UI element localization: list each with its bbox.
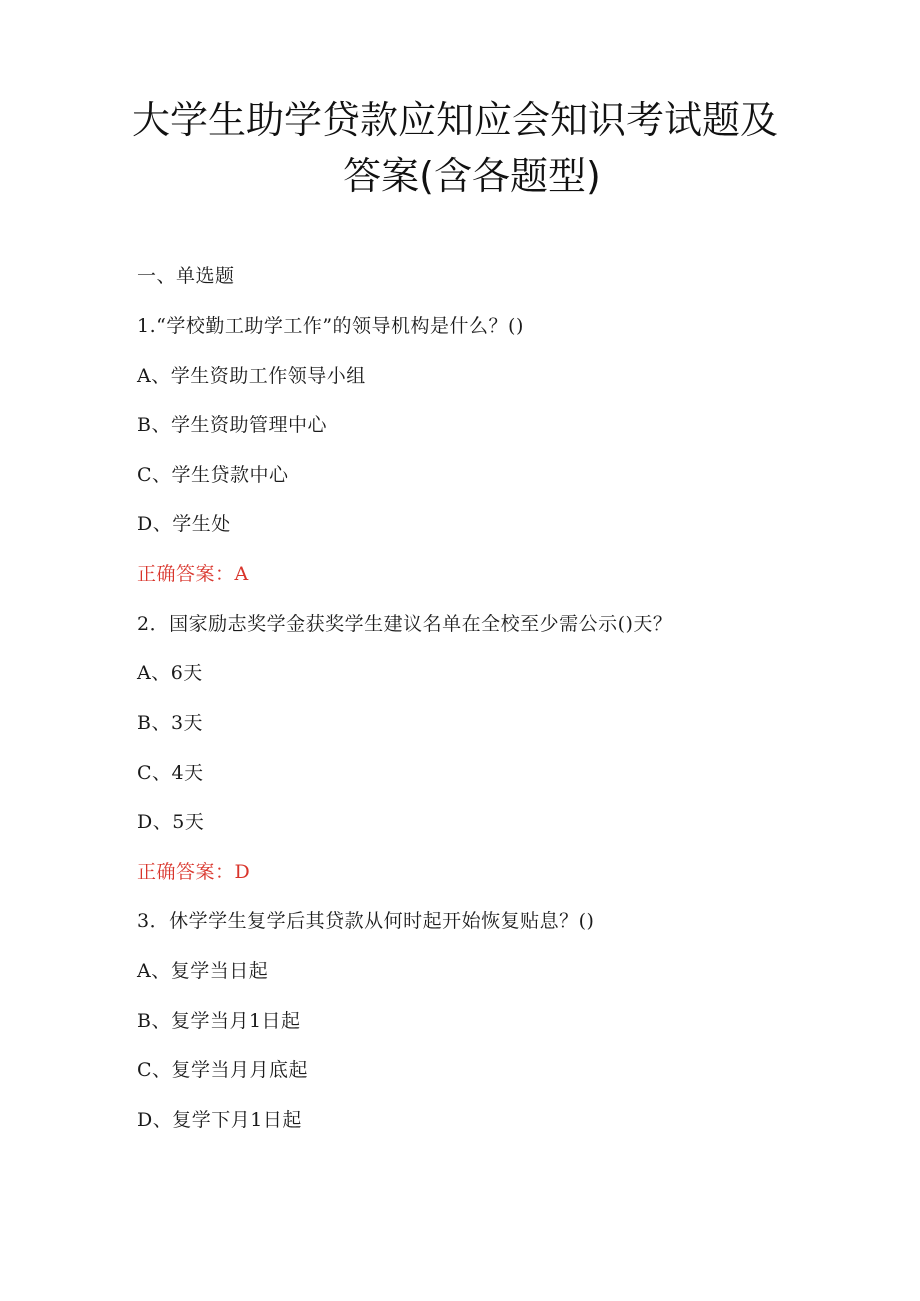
document-title-line-2: 答案(含各题型) [343,154,601,198]
question-3: 3．休学学生复学后其贷款从何时起开始恢复贴息？() [137,910,595,932]
question-1-option-b: B、学生资助管理中心 [137,414,327,436]
question-2-option-b: B、3天 [137,712,204,734]
question-2-answer: 正确答案：D [137,861,251,883]
section-heading: 一、单选题 [137,265,235,287]
question-3-option-b: B、复学当月1日起 [137,1010,301,1032]
question-1-option-d: D、学生处 [137,513,231,535]
question-2: 2．国家励志奖学金获奖学生建议名单在全校至少需公示()天？ [137,613,673,635]
question-3-option-c: C、复学当月月底起 [137,1059,309,1081]
question-3-option-a: A、复学当日起 [137,960,269,982]
question-1: 1.“学校勤工助学工作”的领导机构是什么？() [137,315,524,337]
question-1-option-c: C、学生贷款中心 [137,464,289,486]
question-2-option-a: A、6天 [137,662,203,684]
question-3-option-d: D、复学下月1日起 [137,1109,302,1131]
question-1-option-a: A、学生资助工作领导小组 [137,365,366,387]
question-1-answer: 正确答案：A [137,563,249,585]
question-2-option-d: D、5天 [137,811,205,833]
question-2-option-c: C、4天 [137,762,204,784]
document-title-line-1: 大学生助学贷款应知应会知识考试题及 [131,98,778,142]
